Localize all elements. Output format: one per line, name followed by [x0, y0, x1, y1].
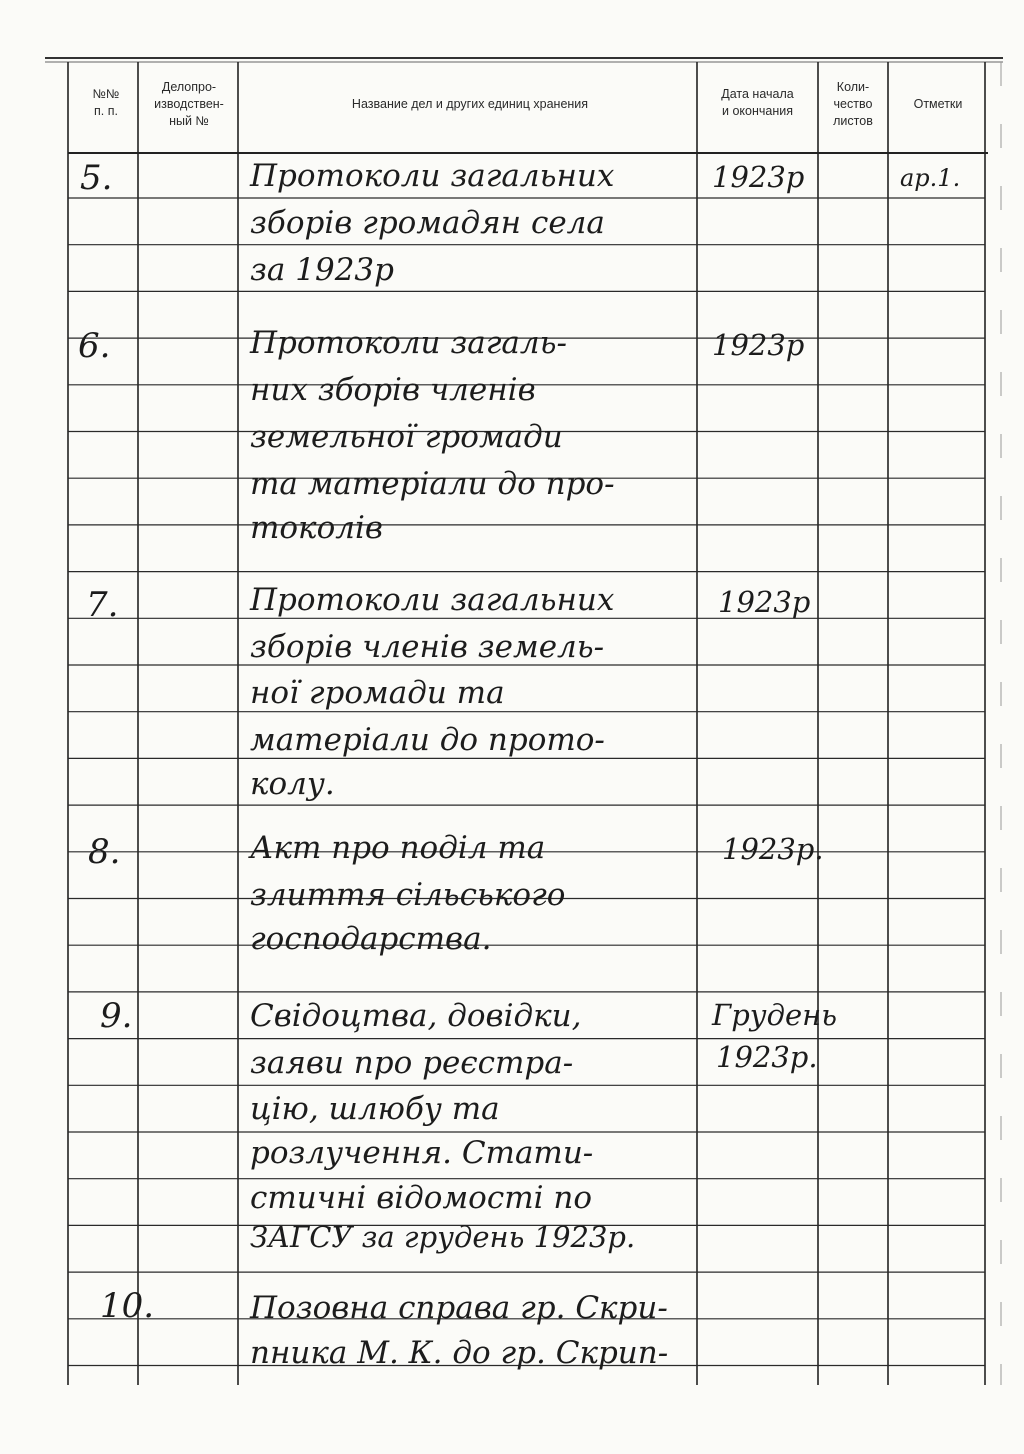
entry-title-line: Протоколи загальних [250, 582, 615, 618]
entry-date: 1923р [712, 328, 805, 362]
entry-number: 9. [100, 996, 133, 1036]
entry-date: 1923р. [722, 832, 824, 866]
entry-note: ар.1. [900, 164, 961, 192]
entry-title-line: токолів [250, 510, 383, 546]
entry-title-line: цію, шлюбу та [250, 1091, 500, 1127]
entry-title-line: зборів членів земель- [250, 629, 605, 665]
entry-number: 8. [88, 832, 121, 872]
entry-title-line: за 1923р [250, 252, 394, 288]
header-col-notes: Отметки [913, 97, 963, 111]
entry-title-line: Акт про поділ та [250, 830, 546, 866]
entry-title-line: стичні відомості по [250, 1180, 592, 1216]
entry-title-line: них зборів членів [250, 372, 536, 408]
entry-date: 1923р. [716, 1040, 818, 1074]
entry-title-line: ЗАГСУ за грудень 1923р. [250, 1220, 636, 1254]
entry-title-line: господарства. [250, 921, 492, 957]
entry-title-line: Протоколи загальних [250, 158, 615, 194]
entry-title-line: злиття сільського [250, 877, 566, 913]
header-col-sheets: Коли- чество листов [833, 80, 873, 128]
header-col-office-number: Делопро- изводствен- ный № [154, 80, 224, 128]
header-col-number: №№ п. п. [92, 87, 120, 118]
entry-number: 7. [86, 585, 119, 625]
entry-title-line: заяви про реєстра- [250, 1045, 574, 1081]
entry-title-line: зборів громадян села [250, 205, 605, 241]
entry-title-line: пника М. К. до гр. Скрип- [250, 1335, 669, 1371]
entry-number: 6. [78, 326, 111, 366]
entry-number: 10. [100, 1286, 155, 1326]
entry-title-line: Свідоцтва, довідки, [250, 998, 582, 1034]
entry-title-line: ної громади та [250, 675, 505, 711]
header-col-title: Название дел и других единиц хранения [351, 97, 589, 111]
header-col-dates: Дата начала и окончания [721, 87, 794, 118]
entry-date: Грудень [712, 998, 838, 1032]
entry-title-line: розлучення. Стати- [250, 1135, 594, 1171]
entry-title-line: Протоколи загаль- [250, 325, 567, 361]
entry-title-line: земельної громади [250, 419, 563, 455]
entry-title-line: колу. [250, 766, 335, 802]
entry-title-line: матеріали до прото- [250, 722, 605, 758]
entry-date: 1923р [718, 585, 811, 619]
entry-title-line: та матеріали до про- [250, 466, 615, 502]
entry-date: 1923р [712, 160, 805, 194]
entry-title-line: Позовна справа гр. Скри- [250, 1290, 668, 1326]
entry-number: 5. [80, 158, 113, 198]
